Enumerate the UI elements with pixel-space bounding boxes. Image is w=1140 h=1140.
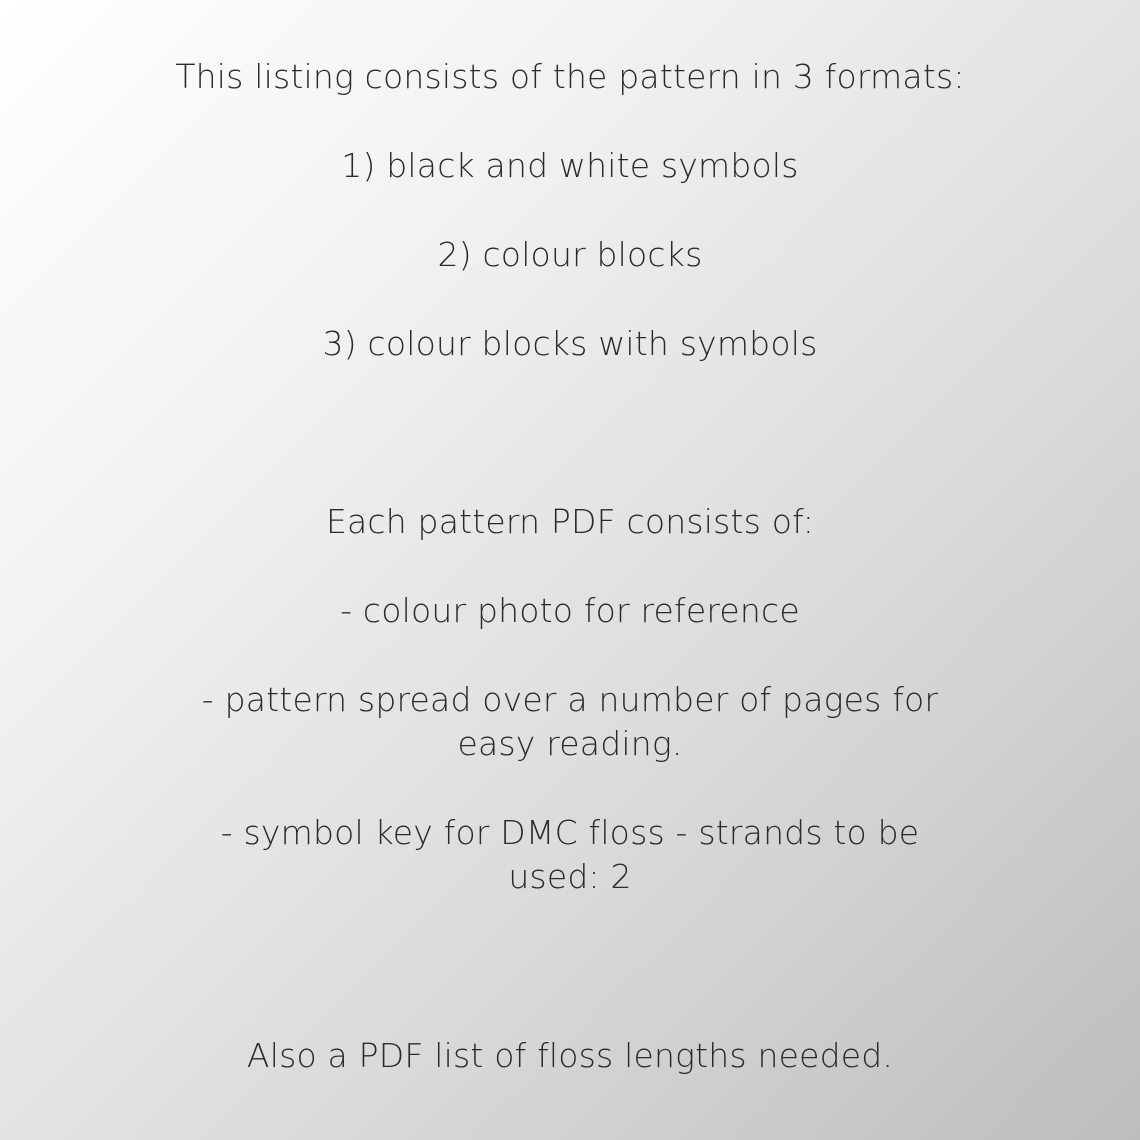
pdf-item-2: - pattern spread over a number of pages for easy reading. [201,680,939,763]
format-item-3: 3) colour blocks with symbols [322,324,818,363]
pdf-item-1: - colour photo for reference [340,591,800,630]
intro-text: This listing consists of the pattern in 3 formats: [175,57,965,96]
pdf-contents-heading: Each pattern PDF consists of: [325,502,815,541]
format-item-1: 1) black and white symbols [341,146,799,185]
footer-note: Also a PDF list of floss lengths needed. [246,1036,894,1075]
format-item-2: 2) colour blocks [437,235,703,274]
pdf-item-3: - symbol key for DMC floss - strands to be used: 2 [220,813,920,896]
